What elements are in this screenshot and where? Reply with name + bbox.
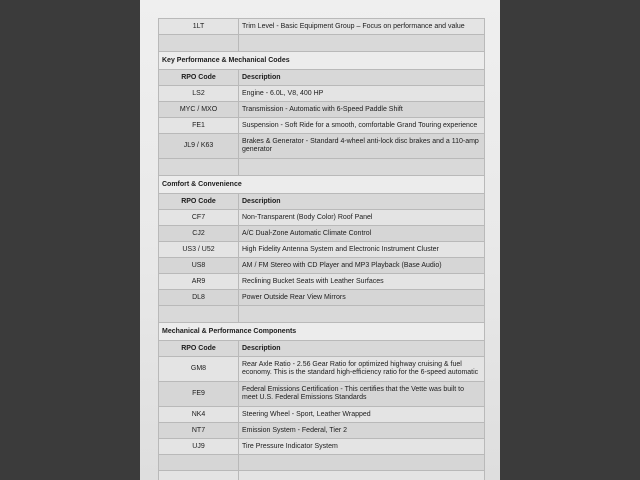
rpo-code-cell: US3 / U52 xyxy=(159,242,239,258)
table-row xyxy=(159,357,485,382)
column-header-row xyxy=(159,70,485,86)
rpo-code-cell: CF7 xyxy=(159,210,239,226)
rpo-code-header: RPO Code xyxy=(159,70,239,86)
rpo-code-cell: DL8 xyxy=(159,290,239,306)
rpo-code-cell: US8 xyxy=(159,258,239,274)
section-title-row xyxy=(159,176,485,194)
rpo-code-header: RPO Code xyxy=(159,341,239,357)
spacer-row xyxy=(159,159,485,176)
table-row xyxy=(159,86,485,102)
rpo-code-table xyxy=(158,18,485,480)
table-row xyxy=(159,242,485,258)
description-cell: Power Outside Rear View Mirrors xyxy=(239,290,485,306)
description-header: Description xyxy=(239,194,485,210)
rpo-code-cell: UJ9 xyxy=(159,439,239,455)
description-cell: Reclining Bucket Seats with Leather Surfaces xyxy=(239,274,485,290)
rpo-code-cell: LS2 xyxy=(159,86,239,102)
table-row xyxy=(159,226,485,242)
section-title-row xyxy=(159,323,485,341)
table-row xyxy=(159,118,485,134)
rpo-code-cell: NK4 xyxy=(159,407,239,423)
description-cell: Suspension - Soft Ride for a smooth, comfortable Grand Touring experience xyxy=(239,118,485,134)
description-cell: Brakes & Generator - Standard 4-wheel anti-lock disc brakes and a 110-amp generator xyxy=(239,134,485,159)
rpo-code-cell: FE9 xyxy=(159,382,239,407)
description-cell: Federal Emissions Certification - This certifies that the Vette was built to meet U.S. Federal Emissions Standards xyxy=(239,382,485,407)
table-row xyxy=(159,258,485,274)
rpo-code-cell: 1LT xyxy=(159,19,239,35)
description-cell: Tire Pressure Indicator System xyxy=(239,439,485,455)
description-header: Description xyxy=(239,341,485,357)
table-row xyxy=(159,210,485,226)
table-row xyxy=(159,102,485,118)
description-cell: Transmission - Automatic with 6-Speed Paddle Shift xyxy=(239,102,485,118)
description-cell: AM / FM Stereo with CD Player and MP3 Playback (Base Audio) xyxy=(239,258,485,274)
empty-row xyxy=(159,455,485,471)
description-cell: Engine - 6.0L, V8, 400 HP xyxy=(239,86,485,102)
table-row xyxy=(159,439,485,455)
trim-row xyxy=(159,19,485,35)
description-cell: A/C Dual-Zone Automatic Climate Control xyxy=(239,226,485,242)
table-row xyxy=(159,290,485,306)
section-title: Key Performance & Mechanical Codes xyxy=(159,52,485,70)
document-page xyxy=(140,0,500,480)
section-title: Mechanical & Performance Components xyxy=(159,323,485,341)
rpo-code-header: RPO Code xyxy=(159,194,239,210)
table-row xyxy=(159,274,485,290)
rpo-code-cell: AR9 xyxy=(159,274,239,290)
table-row xyxy=(159,134,485,159)
spacer-row xyxy=(159,306,485,323)
table-row xyxy=(159,407,485,423)
column-header-row xyxy=(159,341,485,357)
description-cell: Non-Transparent (Body Color) Roof Panel xyxy=(239,210,485,226)
table-row xyxy=(159,423,485,439)
description-cell: Trim Level - Basic Equipment Group – Focus on performance and value xyxy=(239,19,485,35)
rpo-code-cell: NT7 xyxy=(159,423,239,439)
table-row xyxy=(159,382,485,407)
empty-row xyxy=(159,471,485,480)
description-header: Description xyxy=(239,70,485,86)
section-title-row xyxy=(159,52,485,70)
description-cell: Steering Wheel - Sport, Leather Wrapped xyxy=(239,407,485,423)
rpo-code-cell: GM8 xyxy=(159,357,239,382)
section-title: Comfort & Convenience xyxy=(159,176,485,194)
rpo-code-cell: JL9 / K63 xyxy=(159,134,239,159)
rpo-code-cell: MYC / MXO xyxy=(159,102,239,118)
spacer-row xyxy=(159,35,485,52)
rpo-code-cell: CJ2 xyxy=(159,226,239,242)
description-cell: Rear Axle Ratio - 2.56 Gear Ratio for optimized highway cruising & fuel economy. This is the standard high-efficiency ratio for the 6-speed automatic xyxy=(239,357,485,382)
description-cell: Emission System - Federal, Tier 2 xyxy=(239,423,485,439)
rpo-code-cell: FE1 xyxy=(159,118,239,134)
column-header-row xyxy=(159,194,485,210)
description-cell: High Fidelity Antenna System and Electronic Instrument Cluster xyxy=(239,242,485,258)
